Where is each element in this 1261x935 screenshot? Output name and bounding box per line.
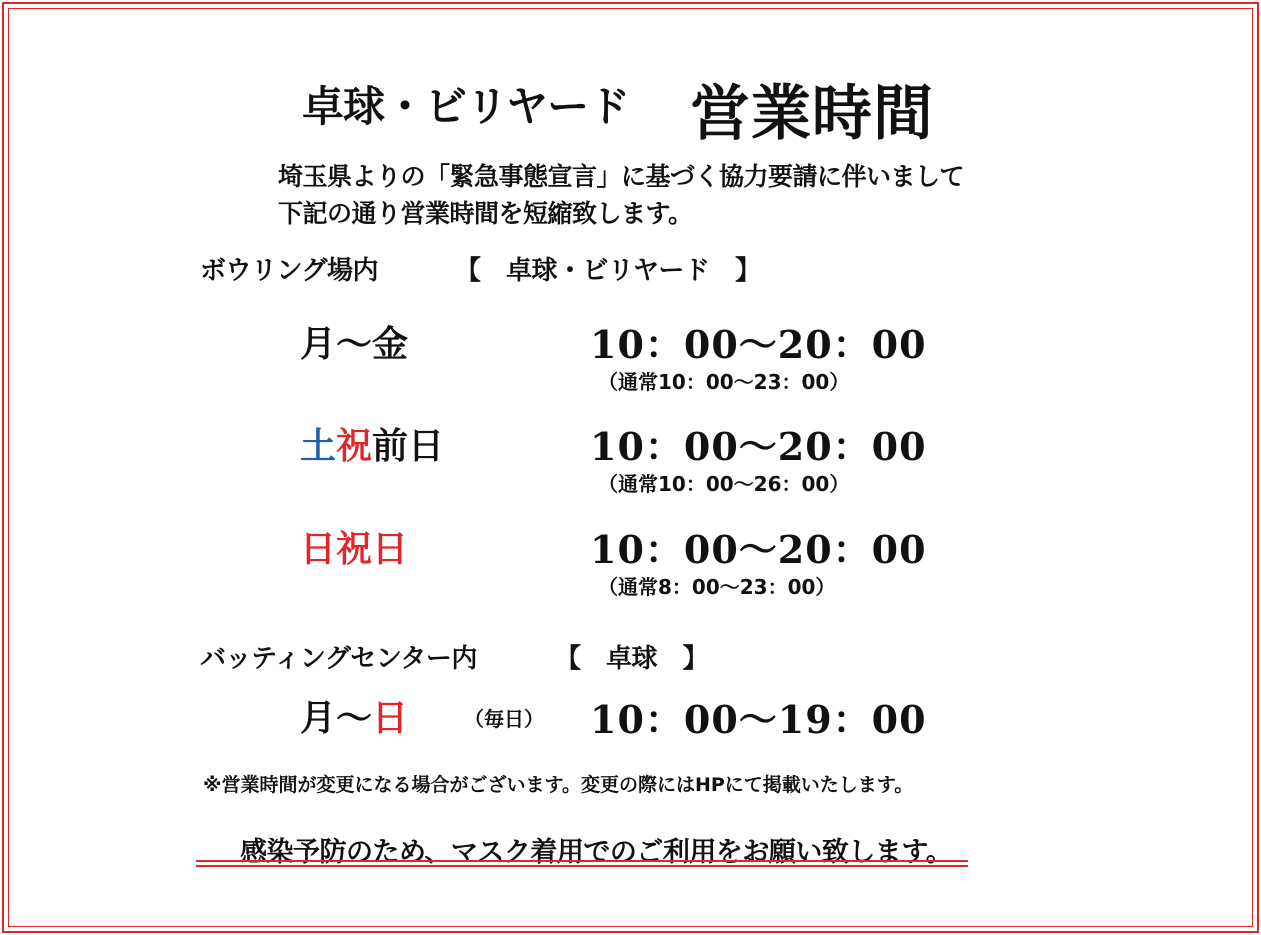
mask-underline-bottom <box>196 865 968 867</box>
batting-days-b: 日 <box>372 697 409 739</box>
batting-section-label: バッティングセンター内 <box>200 644 477 674</box>
mask-underline-top <box>196 860 968 862</box>
batting-section-tag: 【 卓球 】 <box>555 644 709 674</box>
pre-holiday-normal-hours: （通常10：00～26：00） <box>598 472 850 496</box>
pre-holiday-rest: 前日 <box>372 425 445 467</box>
mask-notice: 感染予防のため、マスク着用でのご利用をお願い致します。 <box>240 837 953 868</box>
change-remark: ※営業時間が変更になる場合がございます。変更の際にはHPにて掲載いたします。 <box>203 774 914 796</box>
batting-days-a: 月～ <box>300 697 373 739</box>
weekday-hours: 10：00～20：00 <box>590 322 927 367</box>
sunday-holiday-label: 日祝日 <box>300 528 409 570</box>
pre-holiday-hours: 10：00～20：00 <box>590 424 927 469</box>
saturday-char: 土 <box>300 425 337 467</box>
pre-holiday-label <box>300 418 444 469</box>
notice-line-1: 埼玉県よりの「緊急事態宣言」に基づく協力要請に伴いまして <box>278 162 965 191</box>
title-facility: 卓球・ビリヤード <box>302 82 630 131</box>
holiday-char: 祝 <box>336 425 373 467</box>
batting-days-label <box>300 690 408 741</box>
bowling-section-tag: 【 卓球・ビリヤード 】 <box>455 256 761 286</box>
title-business-hours: 営業時間 <box>690 79 934 149</box>
weekday-label: 月～金 <box>300 323 409 365</box>
notice-line-2: 下記の通り営業時間を短縮致します。 <box>278 199 693 228</box>
sunday-holiday-normal-hours: （通常8：00～23：00） <box>598 575 836 599</box>
batting-hours: 10：00～19：00 <box>590 697 927 742</box>
batting-daily-note: （毎日） <box>464 707 544 731</box>
sunday-holiday-hours: 10：00～20：00 <box>590 527 927 572</box>
weekday-normal-hours: （通常10：00～23：00） <box>598 370 850 394</box>
bowling-section-label: ボウリング場内 <box>200 256 378 286</box>
